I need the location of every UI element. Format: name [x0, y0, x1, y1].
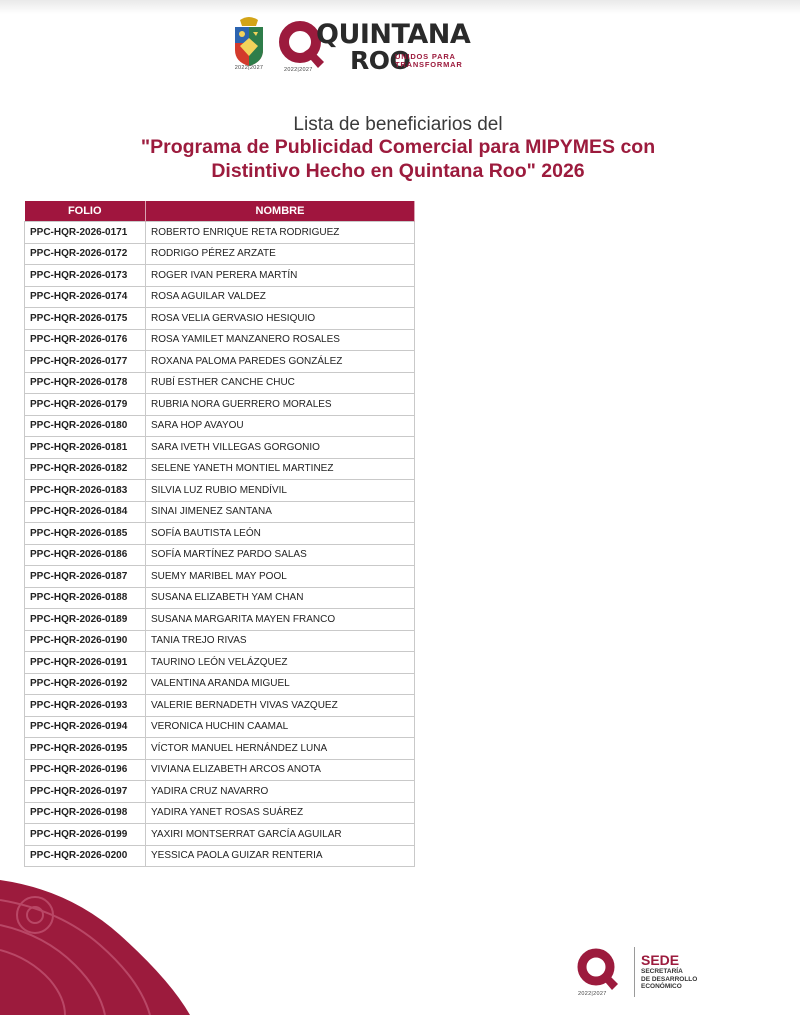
- table-row: [25, 265, 415, 287]
- table-row: [25, 609, 415, 631]
- nombre-cell: YADIRA YANET ROSAS SUÁREZ: [146, 802, 415, 824]
- logo-word-quintana: QUINTANA: [316, 19, 471, 50]
- nombre-cell: SOFÍA BAUTISTA LEÓN: [146, 523, 415, 545]
- table-row: [25, 243, 415, 265]
- nombre-cell: ROSA AGUILAR VALDEZ: [146, 286, 415, 308]
- nombre-cell: ROGER IVAN PERERA MARTÍN: [146, 265, 415, 287]
- nombre-cell: VALENTINA ARANDA MIGUEL: [146, 673, 415, 695]
- folio-cell: PPC-HQR-2026-0185: [25, 523, 146, 545]
- table-row: [25, 824, 415, 846]
- folio-cell: PPC-HQR-2026-0187: [25, 566, 146, 588]
- folio-cell: PPC-HQR-2026-0189: [25, 609, 146, 631]
- nombre-cell: ROXANA PALOMA PAREDES GONZÁLEZ: [146, 351, 415, 373]
- table-row: [25, 673, 415, 695]
- sede-year-label: 2022|2027: [578, 991, 607, 997]
- nombre-cell: SUEMY MARIBEL MAY POOL: [146, 566, 415, 588]
- nombre-cell: SARA IVETH VILLEGAS GORGONIO: [146, 437, 415, 459]
- folio-cell: PPC-HQR-2026-0195: [25, 738, 146, 760]
- table-row: [25, 716, 415, 738]
- folio-cell: PPC-HQR-2026-0183: [25, 480, 146, 502]
- folio-cell: PPC-HQR-2026-0171: [25, 222, 146, 244]
- folio-cell: PPC-HQR-2026-0197: [25, 781, 146, 803]
- table-row: [25, 630, 415, 652]
- nombre-cell: YADIRA CRUZ NAVARRO: [146, 781, 415, 803]
- folio-cell: PPC-HQR-2026-0191: [25, 652, 146, 674]
- sede-title: SEDE: [641, 952, 680, 968]
- table-row: [25, 845, 415, 867]
- folio-cell: PPC-HQR-2026-0179: [25, 394, 146, 416]
- nombre-cell: RUBÍ ESTHER CANCHE CHUC: [146, 372, 415, 394]
- nombre-cell: SOFÍA MARTÍNEZ PARDO SALAS: [146, 544, 415, 566]
- folio-cell: PPC-HQR-2026-0176: [25, 329, 146, 351]
- table-row: [25, 308, 415, 330]
- table-row: [25, 329, 415, 351]
- nombre-cell: SILVIA LUZ RUBIO MENDÍVIL: [146, 480, 415, 502]
- logo-tagline: UNIDOS PARA TRANSFORMAR: [395, 52, 463, 69]
- table-row: [25, 458, 415, 480]
- table-row: [25, 501, 415, 523]
- folio-cell: PPC-HQR-2026-0180: [25, 415, 146, 437]
- sede-subtitle-line-1: SECRETARÍA: [641, 968, 683, 975]
- program-title-line-1: "Programa de Publicidad Comercial para MIPYMES con: [140, 136, 656, 158]
- table-row: [25, 781, 415, 803]
- nombre-cell: SUSANA MARGARITA MAYEN FRANCO: [146, 609, 415, 631]
- table-header-row: [25, 201, 415, 222]
- table-row: [25, 544, 415, 566]
- table-row: [25, 351, 415, 373]
- table-row: [25, 738, 415, 760]
- table-row: [25, 566, 415, 588]
- table-row: [25, 480, 415, 502]
- document-title-intro: Lista de beneficiarios del: [293, 114, 503, 135]
- top-shadow-band: [0, 0, 800, 14]
- folio-cell: PPC-HQR-2026-0181: [25, 437, 146, 459]
- table-row: [25, 437, 415, 459]
- table-row: [25, 415, 415, 437]
- table-row: [25, 802, 415, 824]
- column-header-nombre: NOMBRE: [146, 201, 415, 222]
- document-title-program: [0, 135, 796, 183]
- table-row: [25, 222, 415, 244]
- folio-cell: PPC-HQR-2026-0173: [25, 265, 146, 287]
- folio-cell: PPC-HQR-2026-0196: [25, 759, 146, 781]
- table-body: [25, 222, 415, 867]
- nombre-cell: ROSA VELIA GERVASIO HESIQUIO: [146, 308, 415, 330]
- folio-cell: PPC-HQR-2026-0182: [25, 458, 146, 480]
- nombre-cell: YAXIRI MONTSERRAT GARCÍA AGUILAR: [146, 824, 415, 846]
- sede-subtitle-line-3: ECONÓMICO: [641, 983, 682, 990]
- table-row: [25, 394, 415, 416]
- nombre-cell: SARA HOP AVAYOU: [146, 415, 415, 437]
- nombre-cell: RODRIGO PÉREZ ARZATE: [146, 243, 415, 265]
- table-row: [25, 523, 415, 545]
- nombre-cell: RUBRIA NORA GUERRERO MORALES: [146, 394, 415, 416]
- decorative-swirl-graphic: [0, 880, 195, 1015]
- folio-cell: PPC-HQR-2026-0178: [25, 372, 146, 394]
- folio-cell: PPC-HQR-2026-0192: [25, 673, 146, 695]
- folio-cell: PPC-HQR-2026-0200: [25, 845, 146, 867]
- folio-cell: PPC-HQR-2026-0184: [25, 501, 146, 523]
- sede-subtitle-line-2: DE DESARROLLO: [641, 975, 698, 983]
- nombre-cell: VERONICA HUCHIN CAAMAL: [146, 716, 415, 738]
- nombre-cell: SUSANA ELIZABETH YAM CHAN: [146, 587, 415, 609]
- sede-q-icon: [574, 946, 622, 991]
- column-header-folio: FOLIO: [25, 201, 146, 222]
- folio-cell: PPC-HQR-2026-0199: [25, 824, 146, 846]
- table-row: [25, 759, 415, 781]
- folio-cell: PPC-HQR-2026-0174: [25, 286, 146, 308]
- nombre-cell: VALERIE BERNADETH VIVAS VAZQUEZ: [146, 695, 415, 717]
- folio-cell: PPC-HQR-2026-0177: [25, 351, 146, 373]
- folio-cell: PPC-HQR-2026-0175: [25, 308, 146, 330]
- table-row: [25, 652, 415, 674]
- folio-cell: PPC-HQR-2026-0186: [25, 544, 146, 566]
- folio-cell: PPC-HQR-2026-0190: [25, 630, 146, 652]
- crest-year-label: 2022|2027: [234, 65, 264, 71]
- nombre-cell: YESSICA PAOLA GUIZAR RENTERIA: [146, 845, 415, 867]
- folio-cell: PPC-HQR-2026-0188: [25, 587, 146, 609]
- folio-cell: PPC-HQR-2026-0198: [25, 802, 146, 824]
- sede-divider: [634, 947, 635, 997]
- table-row: [25, 372, 415, 394]
- folio-cell: PPC-HQR-2026-0193: [25, 695, 146, 717]
- nombre-cell: VÍCTOR MANUEL HERNÁNDEZ LUNA: [146, 738, 415, 760]
- program-title-line-2: Distintivo Hecho en Quintana Roo" 2026: [211, 160, 585, 182]
- beneficiaries-table: [24, 201, 415, 867]
- nombre-cell: TAURINO LEÓN VELÁZQUEZ: [146, 652, 415, 674]
- nombre-cell: SINAI JIMENEZ SANTANA: [146, 501, 415, 523]
- nombre-cell: ROSA YAMILET MANZANERO ROSALES: [146, 329, 415, 351]
- folio-cell: PPC-HQR-2026-0172: [25, 243, 146, 265]
- sede-subtitle: [641, 968, 711, 991]
- logo-word-roo: ROO: [350, 46, 411, 75]
- table-row: [25, 587, 415, 609]
- table-row: [25, 286, 415, 308]
- table-row: [25, 695, 415, 717]
- folio-cell: PPC-HQR-2026-0194: [25, 716, 146, 738]
- nombre-cell: ROBERTO ENRIQUE RETA RODRIGUEZ: [146, 222, 415, 244]
- logo-year-label: 2022|2027: [284, 67, 313, 73]
- nombre-cell: VIVIANA ELIZABETH ARCOS ANOTA: [146, 759, 415, 781]
- nombre-cell: TANIA TREJO RIVAS: [146, 630, 415, 652]
- nombre-cell: SELENE YANETH MONTIEL MARTINEZ: [146, 458, 415, 480]
